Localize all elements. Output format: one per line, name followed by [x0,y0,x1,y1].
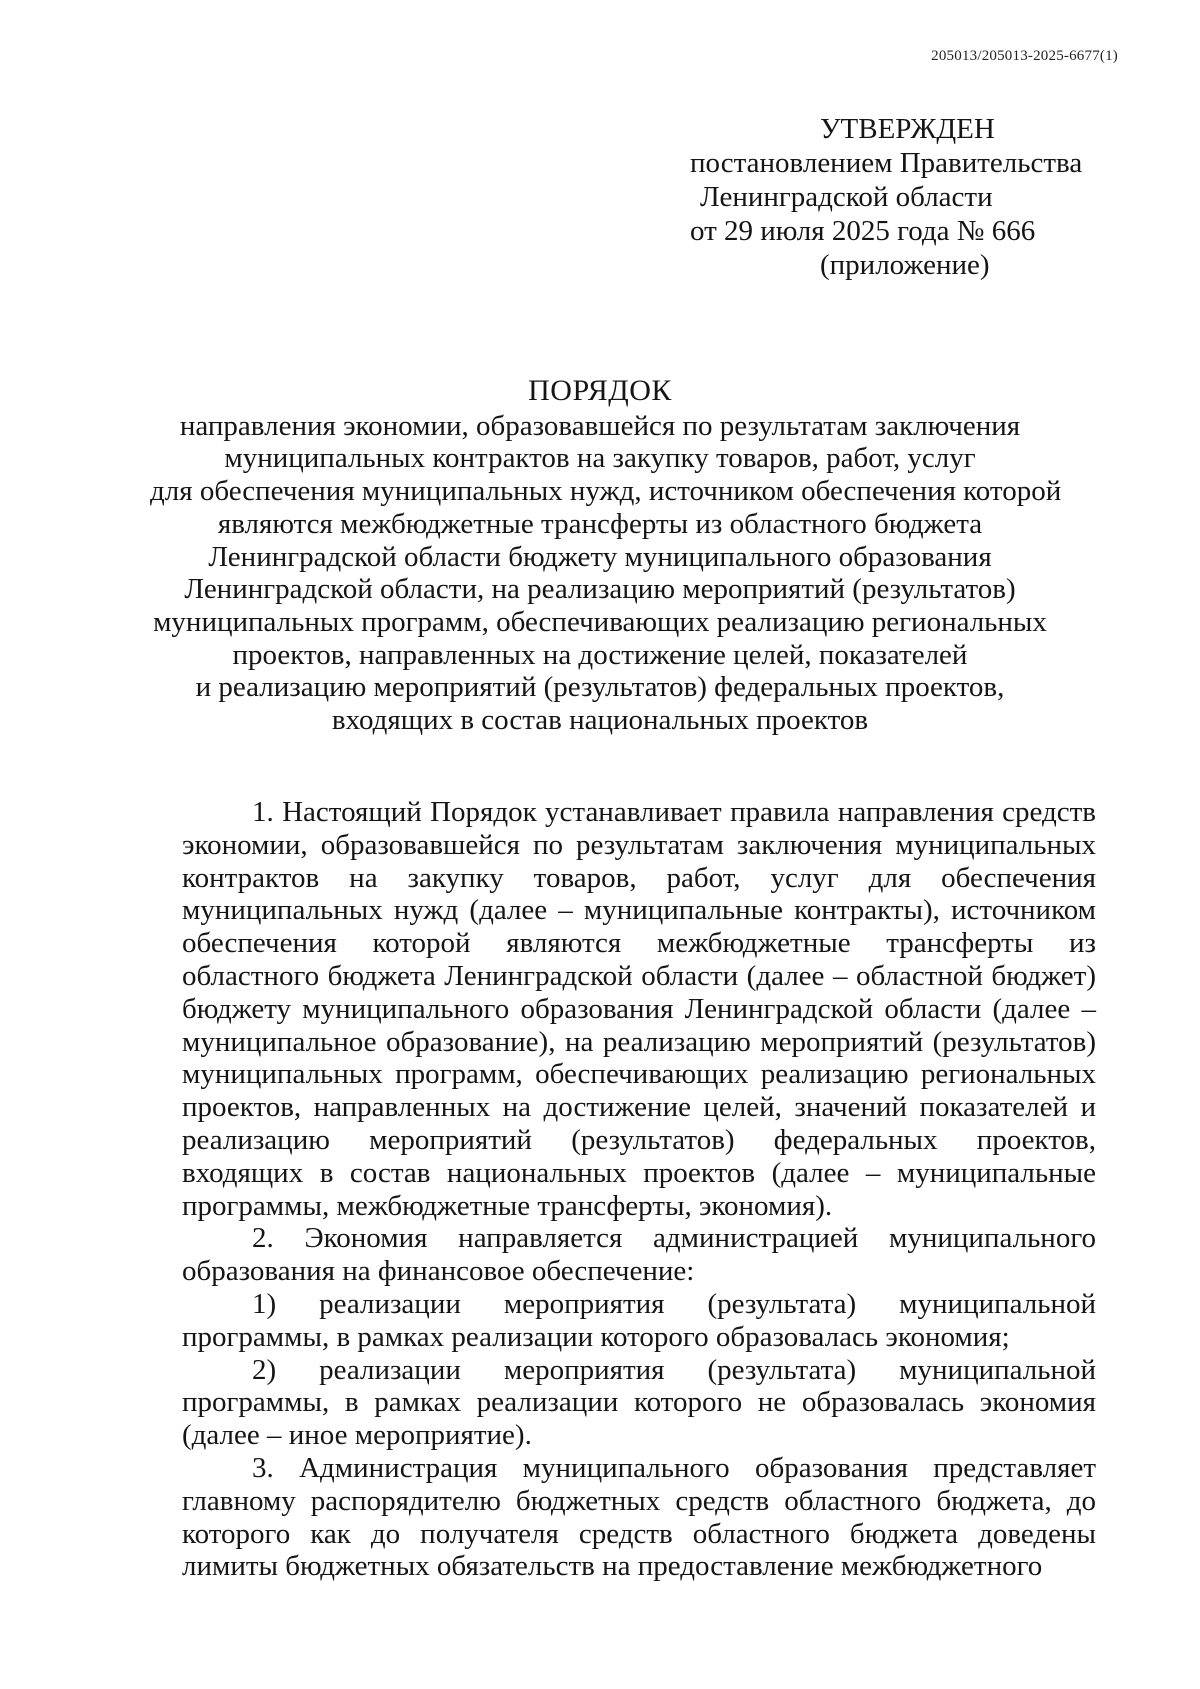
title-line: муниципальных программ, обеспечивающих реализацию региональных [153,605,1047,638]
approval-stamp-block [690,112,1110,282]
document-registration-number: 205013/205013-2025-6677(1) [931,48,1118,64]
body-paragraph-3: 3. Администрация муниципального образования представляет главному распорядителю бюджетных средств областного бюджета, до которого как до получателя средств областного бюджета доведены лимиты бюджетных обязательств на предоставление межбюджетного [182,1451,1096,1583]
document-body [182,796,1096,1583]
approval-appendix-line: (приложение) [820,249,990,281]
title-line: являются межбюджетные трансферты из областного бюджета [217,507,983,540]
approval-date-line: от 29 июля 2025 года № 666 [690,215,1036,247]
approval-title: УТВЕРЖДЕН [820,113,995,145]
title-line: проектов, направленных на достижение целей, показателей [232,638,968,671]
approval-region-line: Ленинградской области [700,181,993,213]
body-paragraph-2: 2. Экономия направляется администрацией муниципального образования на финансовое обеспечение: [182,1222,1096,1288]
title-line: направления экономии, образовавшейся по результатам заключения [179,409,1021,442]
title-line: и реализацию мероприятий (результатов) федеральных проектов, [195,671,1005,704]
title-line: Ленинградской области, на реализацию мероприятий (результатов) [184,573,1016,606]
title-line: входящих в состав национальных проектов [331,704,869,737]
title-line: муниципальных контрактов на закупку товаров, работ, услуг [224,442,976,475]
document-heading: ПОРЯДОК [528,374,672,407]
document-title-block [150,374,1062,737]
title-line: для обеспечения муниципальных нужд, источником обеспечения которой [150,475,1062,508]
body-paragraph-2-item-1: 1) реализации мероприятия (результата) муниципальной программы, в рамках реализации которого образовалась экономия; [182,1287,1096,1353]
body-paragraph-2-item-2: 2) реализации мероприятия (результата) муниципальной программы, в рамках реализации которого не образовалась экономия (далее – иное мероприятие). [182,1353,1096,1452]
body-paragraph-1: 1. Настоящий Порядок устанавливает правила направления средств экономии, образовавшейся по результатам заключения муниципальных контрактов на закупку товаров, работ, услуг для обеспечения муниципальных нужд (далее – муниципальные контракты), источником обеспечения которой являются межбюджетные трансферты из областного бюджета Ленинградской области (далее – областной бюджет) бюджету муниципального образования Ленинградской области (далее – муниципальное образование), на реализацию мероприятий (результатов) муниципальных программ, обеспечивающих реализацию региональных проектов, направленных на достижение целей, значений показателей и реализацию мероприятий (результатов) федеральных проектов, входящих в состав национальных проектов (далее – муниципальные программы, межбюджетные трансферты, экономия). [182,796,1096,1222]
approval-resolution-line: постановлением Правительства [690,147,1083,179]
title-line: Ленинградской области бюджету муниципального образования [208,540,992,573]
